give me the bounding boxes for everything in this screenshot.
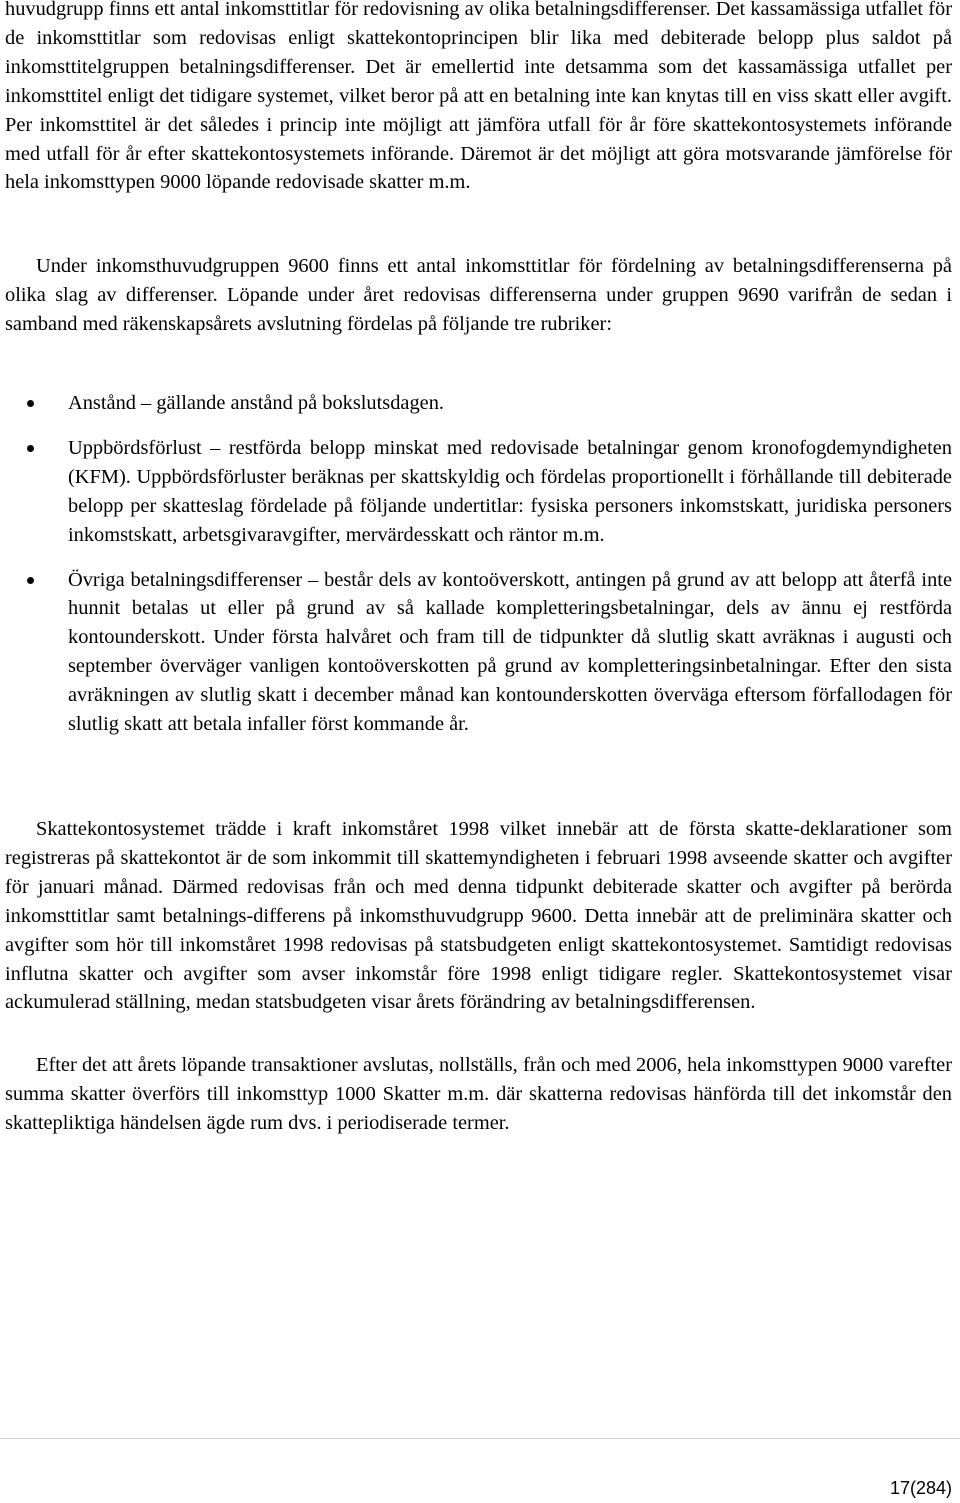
- paragraph-payment-differences: Under inkomsthuvudgruppen 9600 finns ett antal inkomsttitlar för fördelning av betalningsdifferenserna på olika slag av differenser. Löpande under året redovisas differenserna under gruppen 9690 varifrån de sedan i samband med räkenskapsårets avslutning fördelas på följande tre rubriker:: [5, 255, 952, 335]
- bullet-icon: [27, 400, 34, 407]
- list-item-text: Uppbördsförlust – restförda belopp minskat med redovisade betalningar genom kronofogdemyndigheten (KFM). Uppbördsförluster beräknas per skattskyldig och fördelas proportionellt i förhållande till debiterade belopp per skatteslag fördelade på följande undertitlar: fysiska personers inkomstskatt, juridiska personers inkomstskatt, arbetsgivaravgifter, mervärdesskatt och räntor m.m.: [68, 436, 952, 546]
- list-item-collection-loss: [0, 434, 952, 550]
- list-item-deferral: [0, 389, 952, 418]
- paragraph-year-end-transfer: Efter det att årets löpande transaktioner avslutas, nollställs, från och med 2006, hela inkomsttypen 9000 varefter summa skatter överförs till inkomsttyp 1000 Skatter m.m. där skatterna redovisas hänförda till det inkomstår den skattepliktiga händelsen ägde rum dvs. i periodiserade termer.: [5, 1054, 952, 1134]
- bullet-icon: [27, 445, 34, 452]
- page-footer: [0, 1438, 960, 1503]
- paragraph-income-titles: huvudgrupp finns ett antal inkomsttitlar för redovisning av olika betalningsdifferenser. Det kassamässiga utfallet för de inkomsttitlar som redovisas enligt skattekontoprincipen blir lika med debiterade belopp plus saldot på inkomsttitelgruppen betalningsdifferenser. Det är emellertid inte detsamma som det kassamässiga utfallet per inkomsttitel enligt det tidigare systemet, vilket beror på att en betalning inte kan knytas till en viss skatt eller avgift. Per inkomsttitel är det således i princip inte möjligt att jämföra utfall för år före skattekontosystemets införande med utfall för år efter skattekontosystemets införande. Däremot är det möjligt att göra motsvarande jämförelse för hela inkomsttypen 9000 löpande redovisade skatter m.m.: [5, 0, 952, 194]
- footer-divider: [0, 1438, 960, 1439]
- bullet-icon: [27, 577, 34, 584]
- list-item-text: Övriga betalningsdifferenser – består dels av kontoöverskott, antingen på grund av att belopp att återfå inte hunnit betalas ut eller på grund av så kallade kompletteringsbetalningar, dels av ännu ej restförda kontounderskott. Under första halvåret och fram till de tidpunkter då slutlig skatt avräknas i augusti och september överväger vanligen kontoöverskotten på grund av kompletteringsinbetalningar. Efter den sista avräkningen av slutlig skatt i december månad kan kontounderskotten överväga eftersom förfallodagen för slutlig skatt att betala infaller först kommande år.: [68, 568, 952, 736]
- differences-list: [0, 389, 952, 739]
- page-number: 17(284): [889, 1478, 952, 1498]
- paragraph-tax-account-system: Skattekontosystemet trädde i kraft inkomståret 1998 vilket innebär att de första skatte-deklarationer som registreras på skattekontot är de som inkommit till skattemyndigheten i februari 1998 avseende skatter och avgifter för januari månad. Därmed redovisas från och med denna tidpunkt debiterade skatter och avgifter på berörda inkomsttitlar samt betalnings-differens på inkomsthuvudgrupp 9600. Detta innebär att de preliminära skatter och avgifter som hör till inkomståret 1998 redovisas på statsbudgeten enligt skattekontosystemet. Samtidigt redovisas influtna skatter och avgifter som avser inkomstår före 1998 enligt tidigare regler. Skattekontosystemet visar ackumulerad ställning, medan statsbudgeten visar årets förändring av betalningsdifferensen.: [5, 818, 952, 1014]
- list-item-other-differences: [0, 566, 952, 739]
- list-item-text: Anstånd – gällande anstånd på bokslutsdagen.: [68, 392, 445, 414]
